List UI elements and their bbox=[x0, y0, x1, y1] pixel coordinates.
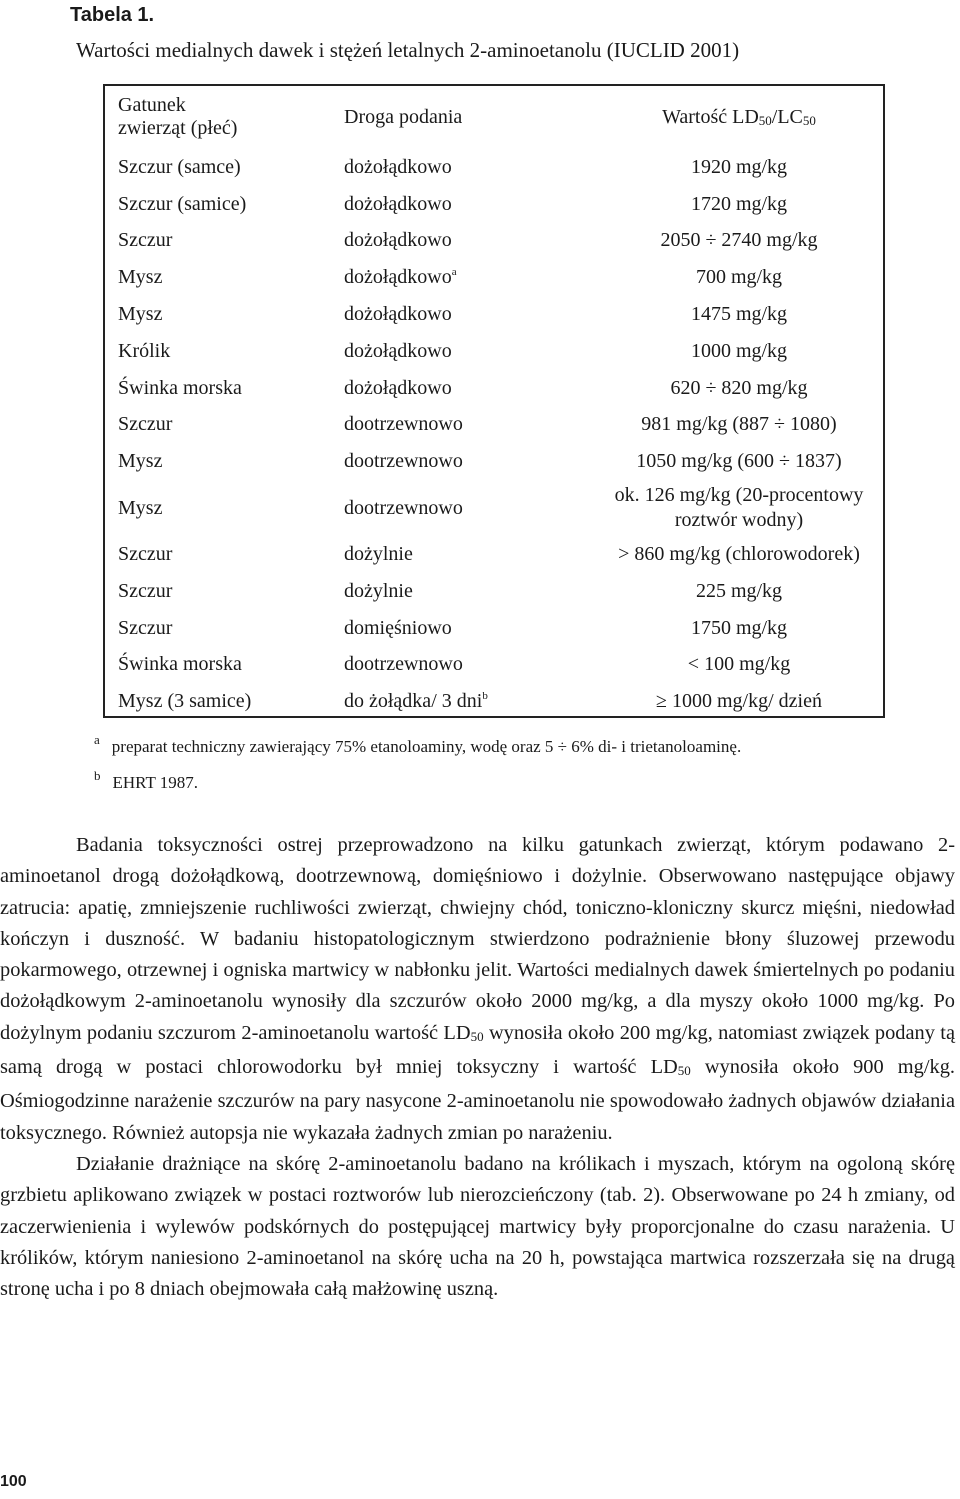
cell-species: Świnka morska bbox=[118, 376, 242, 399]
footnote-ref-a: a bbox=[451, 266, 457, 279]
cell-value: ≥ 1000 mg/kg/ dzień bbox=[656, 690, 822, 713]
table-caption: Wartości medialnych dawek i stężeń letalnych 2-aminoetanolu (IUCLID 2001) bbox=[76, 38, 740, 62]
cell-species: Mysz bbox=[118, 496, 163, 519]
table-row bbox=[104, 370, 884, 407]
table-row bbox=[104, 333, 884, 370]
cell-species: Szczur (samice) bbox=[118, 192, 247, 215]
cell-route: dożylnie bbox=[344, 543, 413, 566]
cell-route: dootrzewnowo bbox=[344, 450, 463, 473]
cell-species: Szczur (samce) bbox=[118, 155, 241, 178]
cell-route: dootrzewnowo bbox=[344, 653, 463, 676]
table-row bbox=[104, 536, 884, 573]
table-row bbox=[104, 683, 884, 720]
cell-species: Szczur bbox=[118, 616, 173, 639]
cell-route: dożylnie bbox=[344, 579, 413, 602]
table-row bbox=[104, 407, 884, 444]
table-row bbox=[104, 296, 884, 333]
cell-value: > 860 mg/kg (chlorowodorek) bbox=[618, 543, 860, 566]
table-row bbox=[104, 443, 884, 480]
cell-species: Królik bbox=[118, 339, 171, 362]
cell-species: Mysz bbox=[118, 266, 163, 289]
table-header-row bbox=[104, 85, 884, 149]
cell-value: 1050 mg/kg (600 ÷ 1837) bbox=[636, 450, 842, 473]
cell-value: 2050 ÷ 2740 mg/kg bbox=[660, 229, 818, 252]
cell-value: 1750 mg/kg bbox=[690, 616, 788, 639]
cell-species: Szczur bbox=[118, 579, 173, 602]
ld50-table bbox=[104, 85, 884, 720]
cell-species: Świnka morska bbox=[118, 653, 242, 676]
cell-route: dożołądkowo bbox=[344, 376, 452, 399]
cell-species: Szczur bbox=[118, 413, 173, 436]
cell-species: Mysz bbox=[118, 450, 163, 473]
table-row bbox=[104, 223, 884, 260]
body-text bbox=[0, 830, 955, 1305]
table-label: Tabela 1. bbox=[70, 4, 155, 26]
cell-value: 981 mg/kg (887 ÷ 1080) bbox=[641, 413, 837, 436]
cell-route: dożołądkowo bbox=[344, 229, 452, 252]
paragraph: Działanie drażniące na skórę 2-aminoetanolu badano na królikach i myszach, którym na ogoloną skórę grzbietu aplikowano związek w postaci roztworów lub nierozcieńczony (tab. 2). Obserwowane po 24 h zmiany, od zaczerwienienia i wylewów podskórnych do postępującej martwicy były proporcjonalne do czasu narażenia. U królików, którym naniesiono 2-aminoetanol na skórę ucha na 20 h, powstająca martwica rozszerzała się na drugą stronę ucha i po 8 dniach obejmowała całą małżowinę uszną. bbox=[0, 1152, 955, 1301]
cell-species: Szczur bbox=[118, 543, 173, 566]
table-row bbox=[104, 259, 884, 296]
cell-route: dożołądkowo bbox=[344, 339, 452, 362]
table-row bbox=[104, 573, 884, 610]
table-row bbox=[104, 647, 884, 684]
cell-value: 1000 mg/kg bbox=[690, 339, 788, 362]
cell-route: do żołądka/ 3 dni$^b$ bbox=[344, 690, 488, 713]
table-row bbox=[104, 186, 884, 223]
header-species: Gatunek zwierząt (płeć) bbox=[118, 94, 238, 139]
header-value: Wartość $LD_{50}/LC_{50}$ bbox=[662, 105, 816, 128]
cell-route: dożołądkowo bbox=[344, 155, 452, 178]
cell-species: Mysz bbox=[118, 303, 163, 326]
header-route: Droga podania bbox=[344, 105, 463, 128]
cell-route: dootrzewnowo bbox=[344, 413, 463, 436]
cell-route: dootrzewnowo bbox=[344, 496, 463, 519]
cell-value: < 100 mg/kg bbox=[687, 653, 791, 676]
cell-value: ok. 126 mg/kg (20-procentowy roztwór wodny) bbox=[614, 484, 864, 532]
table-row bbox=[104, 480, 884, 536]
cell-value: 1720 mg/kg bbox=[690, 192, 788, 215]
footnote-a: $^a$ preparat techniczny zawierający 75% etanoloaminy, wodę oraz 5 ÷ 6% di- i trietanoloaminę. bbox=[94, 732, 742, 756]
cell-value: 700 mg/kg bbox=[695, 266, 783, 289]
footnote-b: $^b$ EHRT 1987. bbox=[94, 768, 199, 792]
cell-route: dożołądkowo bbox=[344, 303, 452, 326]
cell-value: 225 mg/kg bbox=[695, 579, 783, 602]
table-row bbox=[104, 610, 884, 647]
cell-route: dożołądkowo$^a$ bbox=[344, 266, 457, 289]
cell-route: domięśniowo bbox=[344, 616, 452, 639]
cell-value: 620 ÷ 820 mg/kg bbox=[670, 376, 808, 399]
cell-route: dożołądkowo bbox=[344, 192, 452, 215]
table-row bbox=[104, 149, 884, 186]
footnote-ref-b: b bbox=[482, 690, 488, 703]
cell-value: 1920 mg/kg bbox=[690, 155, 788, 178]
page-number: 100 bbox=[0, 1473, 27, 1490]
paragraph: Badania toksyczności ostrej przeprowadzono na kilku gatunkach zwierząt, którym podawano 2-aminoetanol drogą dożołądkową, dootrzewnową, domięśniowo i dożylnie. Obserwowano następujące objawy zatrucia: apatię, zmniejszenie ruchliwości zwierząt, chwiejny chód, toniczno-kloniczny skurcz mięśni, niedowład kończyn i duszność. W badaniu histopatologicznym stwierdzono podrażnienie błony śluzowej przewodu pokarmowego, otrzewnej i ogniska martwicy w nabłonku jelit. Wartości medialnych dawek śmiertelnych po podaniu dożołądkowym 2-aminoetanolu wynosiły dla szczurów około 2000 mg/kg, a dla myszy około 1000 mg/kg. Po dożylnym podaniu szczurom 2-aminoetanolu wartość $LD_{50}$ wynosiła około 200 mg/kg, natomiast związek podany tą samą drogą w postaci chlorowodorku był mniej toksyczny i wartość $LD_{50}$ wynosiła około 900 mg/kg. Ośmiogodzinne narażenie szczurów na pary nasycone 2-aminoetanolu nie spowodowało żadnych objawów działania toksycznego. Również autopsja nie wykazała żadnych zmian po narażeniu. bbox=[0, 834, 955, 1144]
cell-species: Mysz (3 samice) bbox=[118, 690, 252, 713]
cell-species: Szczur bbox=[118, 229, 173, 252]
cell-value: 1475 mg/kg bbox=[690, 303, 788, 326]
